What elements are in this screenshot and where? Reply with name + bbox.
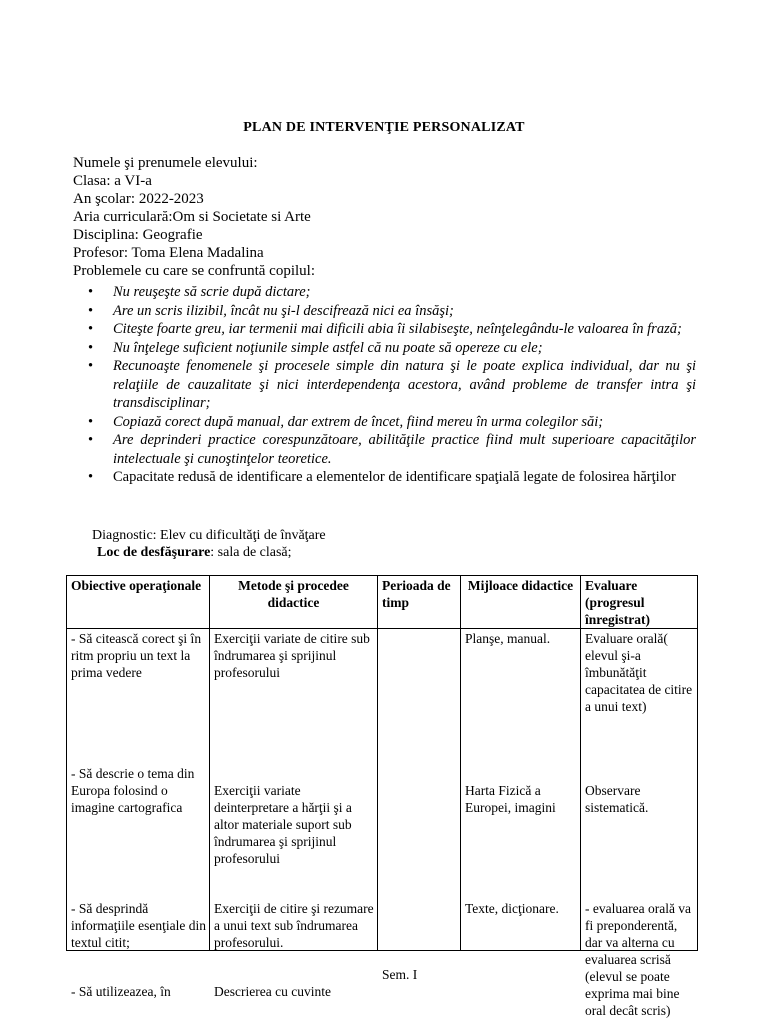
evaluation-cell bbox=[581, 629, 698, 1018]
page-title: PLAN DE INTERVENŢIE PERSONALIZAT bbox=[243, 120, 525, 135]
problems-list bbox=[88, 283, 696, 487]
means-cell bbox=[461, 629, 581, 951]
list-item: • Citeşte foarte greu, iar termenii mai dificili abia îi silabiseşte, neînţelegându-le valoarea în frază; bbox=[88, 321, 682, 337]
header-methods: Metode şi procedee didactice bbox=[210, 576, 378, 629]
bullet-icon: • bbox=[88, 469, 94, 485]
methods-cell bbox=[210, 629, 378, 999]
table-header-row bbox=[67, 576, 698, 629]
period-value: Sem. I bbox=[382, 967, 418, 982]
list-item: • Nu reuşeşte să scrie după dictare; bbox=[88, 284, 311, 300]
student-info bbox=[73, 154, 315, 280]
objective-item: - Să desprindă informaţiile esenţiale din textul citit; bbox=[71, 901, 206, 950]
intervention-table bbox=[66, 575, 698, 1018]
bullet-icon: • bbox=[88, 432, 94, 448]
method-item: Descrierea cu cuvinte bbox=[214, 984, 331, 999]
list-item: • Are deprinderi practice corespunzătoare, abilităţile practice fiind mult superioare capacităţilor intelectuale şi cunoştinţelor teoretice. bbox=[88, 432, 696, 467]
bullet-icon: • bbox=[88, 302, 94, 319]
evaluation-item: Observare sistematică. bbox=[585, 783, 649, 815]
table-row bbox=[67, 629, 698, 951]
location bbox=[97, 544, 292, 561]
header-means: Mijloace didactice bbox=[461, 576, 581, 629]
evaluation-item: Evaluare orală( elevul şi-a îmbunătăţit capacitatea de citire a unui text) bbox=[585, 631, 693, 714]
list-item: • Recunoaşte fenomenele şi procesele simple din natura şi le poate explica individual, dar nu şi relaţiile de cauzalitate şi nici interdependenţa acestora, având probleme de transfer intra şi transdisciplinar; bbox=[88, 358, 696, 411]
bullet-icon: • bbox=[88, 413, 94, 430]
info-teacher: Profesor: Toma Elena Madalina bbox=[73, 245, 264, 261]
method-item: Exerciţii variate deinterpretare a hărţii şi a altor materiale suport sub îndrumarea şi sprijinul profesorului bbox=[214, 783, 352, 866]
info-student-name: Numele şi prenumele elevului: bbox=[73, 155, 258, 171]
bullet-icon: • bbox=[88, 358, 94, 374]
means-item: Planşe, manual. bbox=[465, 631, 551, 646]
info-class: Clasa: a VI-a bbox=[73, 173, 152, 189]
bullet-icon: • bbox=[88, 339, 94, 356]
means-item: Texte, dicţionare. bbox=[465, 901, 559, 916]
objective-item: - Să descrie o tema din Europa folosind o imagine cartografica bbox=[71, 766, 195, 815]
bullet-icon: • bbox=[88, 321, 94, 337]
info-discipline: Disciplina: Geografie bbox=[73, 227, 203, 243]
period-cell bbox=[378, 629, 461, 982]
info-school-year: An şcolar: 2022-2023 bbox=[73, 191, 204, 207]
location-value: : sala de clasă; bbox=[210, 545, 292, 560]
diagnostic: Diagnostic: Elev cu dificultăţi de învăţare bbox=[92, 528, 326, 543]
objective-item: - Să citească corect şi în ritm propriu un text la prima vedere bbox=[71, 631, 202, 680]
means-item: Harta Fizică a Europei, imagini bbox=[465, 783, 556, 815]
objectives-cell bbox=[67, 629, 210, 999]
list-item: • Nu înţelege suficient noţiunile simple astfel că nu poate să opereze cu ele; bbox=[88, 339, 543, 356]
evaluation-item: - evaluarea orală va fi preponderentă, dar va alterna cu evaluarea scrisă (elevul se poate exprima mai bine oral decât scris) bbox=[585, 901, 692, 1018]
header-objectives: Obiective operaţionale bbox=[67, 576, 210, 629]
location-label: Loc de desfăşurare bbox=[97, 545, 211, 560]
objective-item: - Să utilizeazea, în bbox=[71, 984, 171, 999]
list-item: • Are un scris ilizibil, încât nu şi-l descifrează nici ea însăşi; bbox=[88, 302, 454, 319]
bullet-icon: • bbox=[88, 284, 94, 300]
list-item: • Copiază corect după manual, dar extrem de încet, fiind mereu în urma colegilor săi; bbox=[88, 413, 604, 430]
method-item: Exerciţii de citire şi rezumare a unui text sub îndrumarea profesorului. bbox=[214, 901, 374, 950]
list-item: • Capacitate redusă de identificare a elementelor de identificare spaţială legate de folosirea hărţilor bbox=[88, 469, 676, 485]
info-problems-heading: Problemele cu care se confruntă copilul: bbox=[73, 263, 315, 279]
header-evaluation: Evaluare (progresul înregistrat) bbox=[581, 576, 698, 629]
method-item: Exerciţii variate de citire sub îndrumarea şi sprijinul profesorului bbox=[214, 631, 370, 680]
header-period: Perioada de timp bbox=[378, 576, 461, 629]
info-curricular-area: Aria curriculară:Om si Societate si Arte bbox=[73, 209, 311, 225]
